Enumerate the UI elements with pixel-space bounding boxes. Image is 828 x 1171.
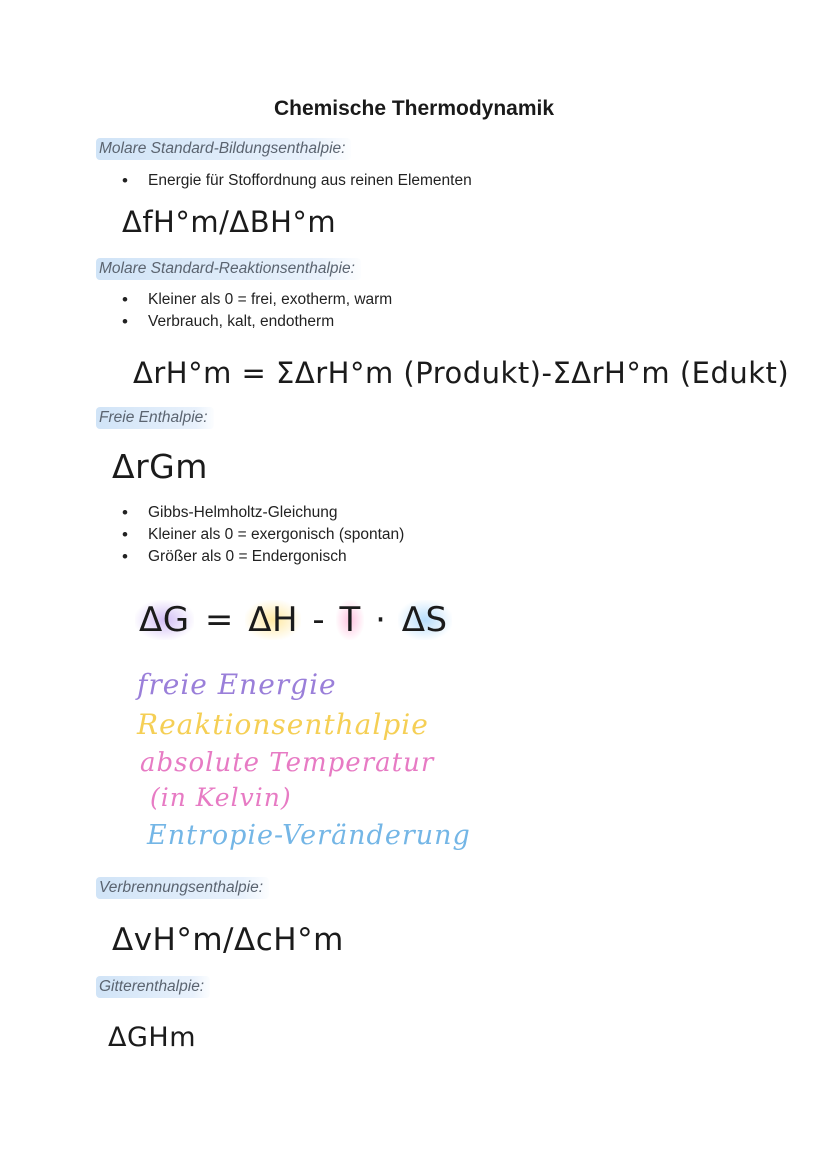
gibbs-equation xyxy=(135,600,452,640)
page-title: Chemische Thermodynamik xyxy=(273,97,555,120)
list-item: • Kleiner als 0 = exergonisch (spontan) xyxy=(122,524,404,546)
list-item: • Gibbs-Helmholtz-Gleichung xyxy=(122,502,404,524)
formula-text: ΔfH°m/ΔBH°m xyxy=(122,205,337,239)
formula-verbrennungsenthalpie xyxy=(112,922,344,958)
legend-absolute-temperature: absolute Temperatur xyxy=(140,748,435,778)
formula-freie-enthalpie xyxy=(112,447,208,486)
gibbs-equals: = xyxy=(204,600,234,640)
formula-text: ΔvH°m/ΔcH°m xyxy=(112,922,344,958)
bullet-list-reaktion xyxy=(122,289,392,333)
formula-gitterenthalpie xyxy=(108,1022,196,1053)
section-heading-bildungsenthalpie: Molare Standard-Bildungsenthalpie: xyxy=(96,138,351,160)
gibbs-dot: · xyxy=(375,600,387,640)
list-item: • Kleiner als 0 = frei, exotherm, warm xyxy=(122,289,392,311)
legend-entropy-change: Entropie-Veränderung xyxy=(147,820,471,851)
gibbs-term-h: ΔH xyxy=(245,600,301,640)
section-heading-verbrennungsenthalpie: Verbrennungsenthalpie: xyxy=(96,877,269,899)
list-item: • Energie für Stoffordnung aus reinen Elementen xyxy=(122,170,472,192)
bullet-list-freie-enthalpie xyxy=(122,502,404,568)
formula-text: ΔrGm xyxy=(112,447,208,486)
gibbs-term-s: ΔS xyxy=(398,600,452,640)
formula-bildungsenthalpie xyxy=(122,205,336,239)
list-item: • Verbrauch, kalt, endotherm xyxy=(122,311,392,333)
legend-reaction-enthalpy: Reaktionsenthalpie xyxy=(137,708,429,741)
gibbs-term-t: T xyxy=(336,600,363,640)
list-item: • Größer als 0 = Endergonisch xyxy=(122,546,404,568)
legend-kelvin-note: (in Kelvin) xyxy=(150,783,292,812)
bullet-list-bildung xyxy=(122,170,472,192)
formula-text: ΔrH°m = ΣΔrH°m (Produkt)-ΣΔrH°m (Edukt) xyxy=(133,356,790,390)
legend-free-energy: freie Energie xyxy=(137,668,337,701)
section-heading-reaktionsenthalpie: Molare Standard-Reaktionsenthalpie: xyxy=(96,258,361,280)
formula-text: ΔGHm xyxy=(108,1022,196,1053)
section-heading-gitterenthalpie: Gitterenthalpie: xyxy=(96,976,210,998)
gibbs-minus: - xyxy=(312,600,326,640)
gibbs-term-g: ΔG xyxy=(135,600,194,640)
section-heading-freie-enthalpie: Freie Enthalpie: xyxy=(96,407,214,429)
formula-reaktionsenthalpie xyxy=(133,356,789,390)
